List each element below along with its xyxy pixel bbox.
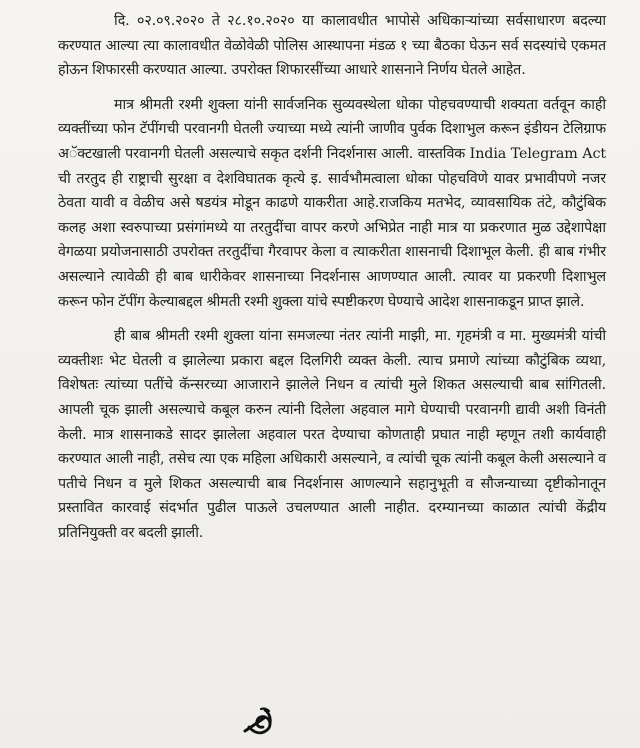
document-body bbox=[58, 9, 606, 545]
signature bbox=[241, 705, 281, 737]
paragraph-2: मात्र श्रीमती रश्मी शुक्ला यांनी सार्वजनिक सुव्यवस्थेला धोका पोहचवण्याची शक्यता वर्तवून काही व्यक्तींच्या फोन टॅपींगची परवानगी घेतली ज्याच्या मध्ये त्यांनी जाणीव पुर्वक दिशाभुल करून इंडीयन टेलिग्राफ अॅक्टखाली परवानगी घेतली असल्याचे सकृत दर्शनी निदर्शनास आली. वास्तविक India Telegram Act ची तरतुद ही राष्ट्राची सुरक्षा व देशविघातक कृत्ये इ. सार्वभौमत्वाला धोका पोहचविणे यावर प्रभावीपणे नजर ठेवता यावी व वेळीच असे षडयंत्र मोडून काढणे याकरीता आहे.राजकिय मतभेद, व्यावसायिक तंटे, कौटुंबिक कलह अशा स्वरुपाच्या प्रसंगांमध्ये या तरतुदींचा वापर करणे अभिप्रेत नाही मात्र या प्रकरणात मुळ उद्देशापेक्षा वेगळया प्रयोजनासाठी उपरोक्त तरतुदींचा गैरवापर केला व त्याकरीता शासनाची दिशाभूल केली. ही बाब गंभीर असल्याने त्यावेळी ही बाब धारीकेवर शासनाच्या निदर्शनास आणण्यात आली. त्यावर या प्रकरणी दिशाभुल करून फोन टॅपींग केल्याबद्दल श्रीमती रश्मी शुक्ला यांचे स्पष्टीकरण घेण्याचे आदेश शासनाकडून प्राप्त झाले. bbox=[58, 96, 606, 310]
paragraph-1: दि. ०२.०९.२०२० ते २८.१०.२०२० या कालावधीत भापोसे अधिकाऱ्यांच्या सर्वसाधारण बदल्या करण्यात आल्या त्या कालावधीत वेळोवेळी पोलिस आस्थापना मंडळ १ च्या बैठका घेऊन सर्व सदस्यांचे एकमत होऊन शिफारसी करण्यात आल्या. उपरोक्त शिफारसींच्या आधारे शासनाने निर्णय घेतले आहेत. bbox=[58, 13, 606, 79]
paragraph-3: ही बाब श्रीमती रश्मी शुक्ला यांना समजल्या नंतर त्यांनी माझी, मा. गृहमंत्री व मा. मुख्यमंत्री यांची व्यक्तीशः भेट घेतली व झालेल्या प्रकारा बद्दल दिलगिरी व्यक्त केली. त्याच प्रमाणे त्यांच्या कौटुंबिक व्यथा, विशेषतः त्यांच्या पतींचे कॅन्सरच्या आजाराने झालेले निधन व त्यांची मुले शिकत असल्याची बाब सांगितली. आपली चूक झाली असल्याचे कबूल करुन त्यांनी दिलेला अहवाल मागे घेण्याची परवानगी द्यावी अशी विनंती केली. मात्र शासनाकडे सादर झालेला अहवाल परत देण्याचा कोणताही प्रघात नाही म्हणून तशी कार्यवाही करण्यात आली नाही, तसेच त्या एक महिला अधिकारी असल्याने, व त्यांची चूक त्यांनी कबूल केली असल्याने व पतीचे निधन व मुले शिकत असल्याची बाब निदर्शनास आणल्याने सहानुभूती व सौजन्याच्या दृष्टीकोनातून प्रस्तावित कारवाई संदर्भात पुढील पाऊले उचलण्यात आली नाहीत. दरम्यानच्या काळात त्यांची केंद्रीय प्रतिनियुक्ती वर बदली झाली. bbox=[58, 328, 606, 541]
signature-icon bbox=[241, 705, 281, 737]
